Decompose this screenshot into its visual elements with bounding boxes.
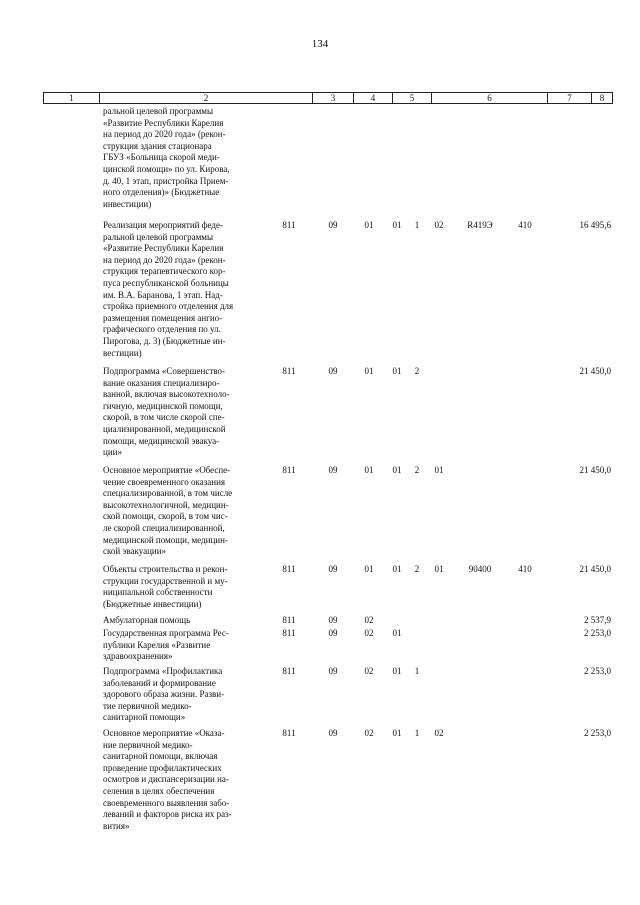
row-description: Подпрограмма «Совершенство- вание оказания специализиро- ванной, включая высокотехноло- гичную, медицинской помощи, скорой, в том числе скорой спе- циализированной, медицинской помощи, медицинской эвакуа- ции»	[103, 366, 230, 458]
row-col-6a: 01	[392, 366, 402, 376]
row-col-3: 811	[282, 366, 296, 376]
row-description: Основное мероприятие «Оказа- ние первичной медико- санитарной помощи, включая проведение профилактических осмотров и диспансеризации на- селения в целях обеспечения своевременного выявления забо- леваний и факторов риска их раз- вития»	[103, 728, 232, 831]
row-col-4: 09	[328, 564, 338, 574]
row-col-3: 811	[282, 666, 296, 676]
row-col-6d: R419Э	[467, 220, 493, 230]
row-col-4: 09	[328, 366, 338, 376]
row-col-5: 02	[364, 728, 374, 738]
row-col-6c: 01	[434, 564, 444, 574]
row-col-5: 02	[364, 666, 374, 676]
row-col-7: 410	[518, 564, 532, 574]
row-col-6a: 01	[392, 728, 402, 738]
row-col-6a: 01	[392, 220, 402, 230]
header-col-2: 2	[203, 93, 209, 103]
header-col-8: 8	[599, 93, 605, 103]
row-col-6d: 90400	[468, 564, 492, 574]
row-col-3: 811	[282, 564, 296, 574]
row-col-3: 811	[282, 615, 296, 625]
row-col-3: 811	[282, 728, 296, 738]
row-col-8: 2 253,0	[584, 728, 611, 738]
row-col-6c: 02	[434, 728, 444, 738]
row-col-6b: 1	[414, 728, 420, 738]
row-col-6b: 2	[414, 366, 420, 376]
row-col-3: 811	[282, 465, 296, 475]
header-col-7: 7	[567, 93, 572, 103]
row-col-4: 09	[328, 465, 338, 475]
row-col-6a: 01	[392, 628, 402, 638]
header-col-6: 6	[487, 93, 492, 103]
row-description: Подпрограмма «Профилактика заболеваний и формирование здорового образа жизни. Разви- тие первичной медико- санитарной помощи»	[103, 666, 225, 723]
row-col-5: 01	[364, 465, 374, 475]
row-col-8: 2 537,9	[584, 615, 611, 625]
row-description: Амбулаторная помощь	[103, 615, 191, 625]
row-col-4: 09	[328, 628, 338, 638]
row-col-4: 09	[328, 728, 338, 738]
row-col-5: 01	[364, 220, 374, 230]
row-col-4: 09	[328, 220, 338, 230]
row-description: Основное мероприятие «Обеспе- чение своевременного оказания специализированной, в том числе высокотехнологичной, медицин- ской помощи, скорой, в том чис- ле скорой специализированной, медицинской помощи, медицин- ской эвакуации»	[103, 465, 233, 557]
row-description: ральной целевой программы «Развитие Республики Карелия на период до 2020 года» (рекон- струкция здания стационара ГБУЗ «Больница скорой меди- цинской помощи» по ул. Кирова, д. 40, 1 этап, пристройка Прием- ного отделения)» (Бюджетные инвестиции)	[103, 106, 230, 209]
row-col-8: 2 253,0	[584, 628, 611, 638]
row-col-4: 09	[328, 615, 338, 625]
row-col-6a: 01	[392, 666, 402, 676]
row-col-5: 02	[364, 615, 374, 625]
row-description: Объекты строительства и рекон- струкции государственной и му- ниципальной собственности (Бюджетные инвестиции)	[103, 564, 228, 609]
row-col-8: 21 450,0	[579, 465, 611, 475]
page-number: 134	[311, 38, 329, 50]
row-col-5: 01	[364, 564, 374, 574]
row-col-8: 2 253,0	[584, 666, 611, 676]
header-col-3: 3	[330, 93, 336, 103]
header-col-5: 5	[409, 93, 415, 103]
row-col-8: 21 450,0	[579, 366, 611, 376]
row-col-7: 410	[518, 220, 532, 230]
header-col-4: 4	[370, 93, 376, 103]
row-col-6c: 02	[434, 220, 444, 230]
row-col-6b: 1	[414, 666, 420, 676]
row-col-4: 09	[328, 666, 338, 676]
row-col-5: 01	[364, 366, 374, 376]
row-col-3: 811	[282, 220, 296, 230]
row-col-6b: 2	[414, 564, 420, 574]
row-col-3: 811	[282, 628, 296, 638]
row-col-8: 21 450,0	[579, 564, 611, 574]
row-col-8: 16 495,6	[579, 220, 611, 230]
row-col-5: 02	[364, 628, 374, 638]
row-col-6b: 2	[414, 465, 420, 475]
row-col-6b: 1	[414, 220, 420, 230]
row-col-6c: 01	[434, 465, 444, 475]
header-col-1: 1	[69, 93, 74, 103]
row-description: Реализация мероприятий феде- ральной целевой программы «Развитие Республики Карелия на период до 2020 года» (рекон- струкция терапевтического кор- пуса республиканской больницы им. В.А. Баранова, 1 этап. Над- стройка приемного отделения для размещения помещения ангио- графического отделения по ул. Пирогова, д. 3) (Бюджетные ин- вестиции)	[103, 220, 234, 358]
row-description: Государственная программа Рес- публики Карелия «Развитие здравоохранения»	[103, 628, 229, 662]
row-col-6a: 01	[392, 564, 402, 574]
row-col-6a: 01	[392, 465, 402, 475]
